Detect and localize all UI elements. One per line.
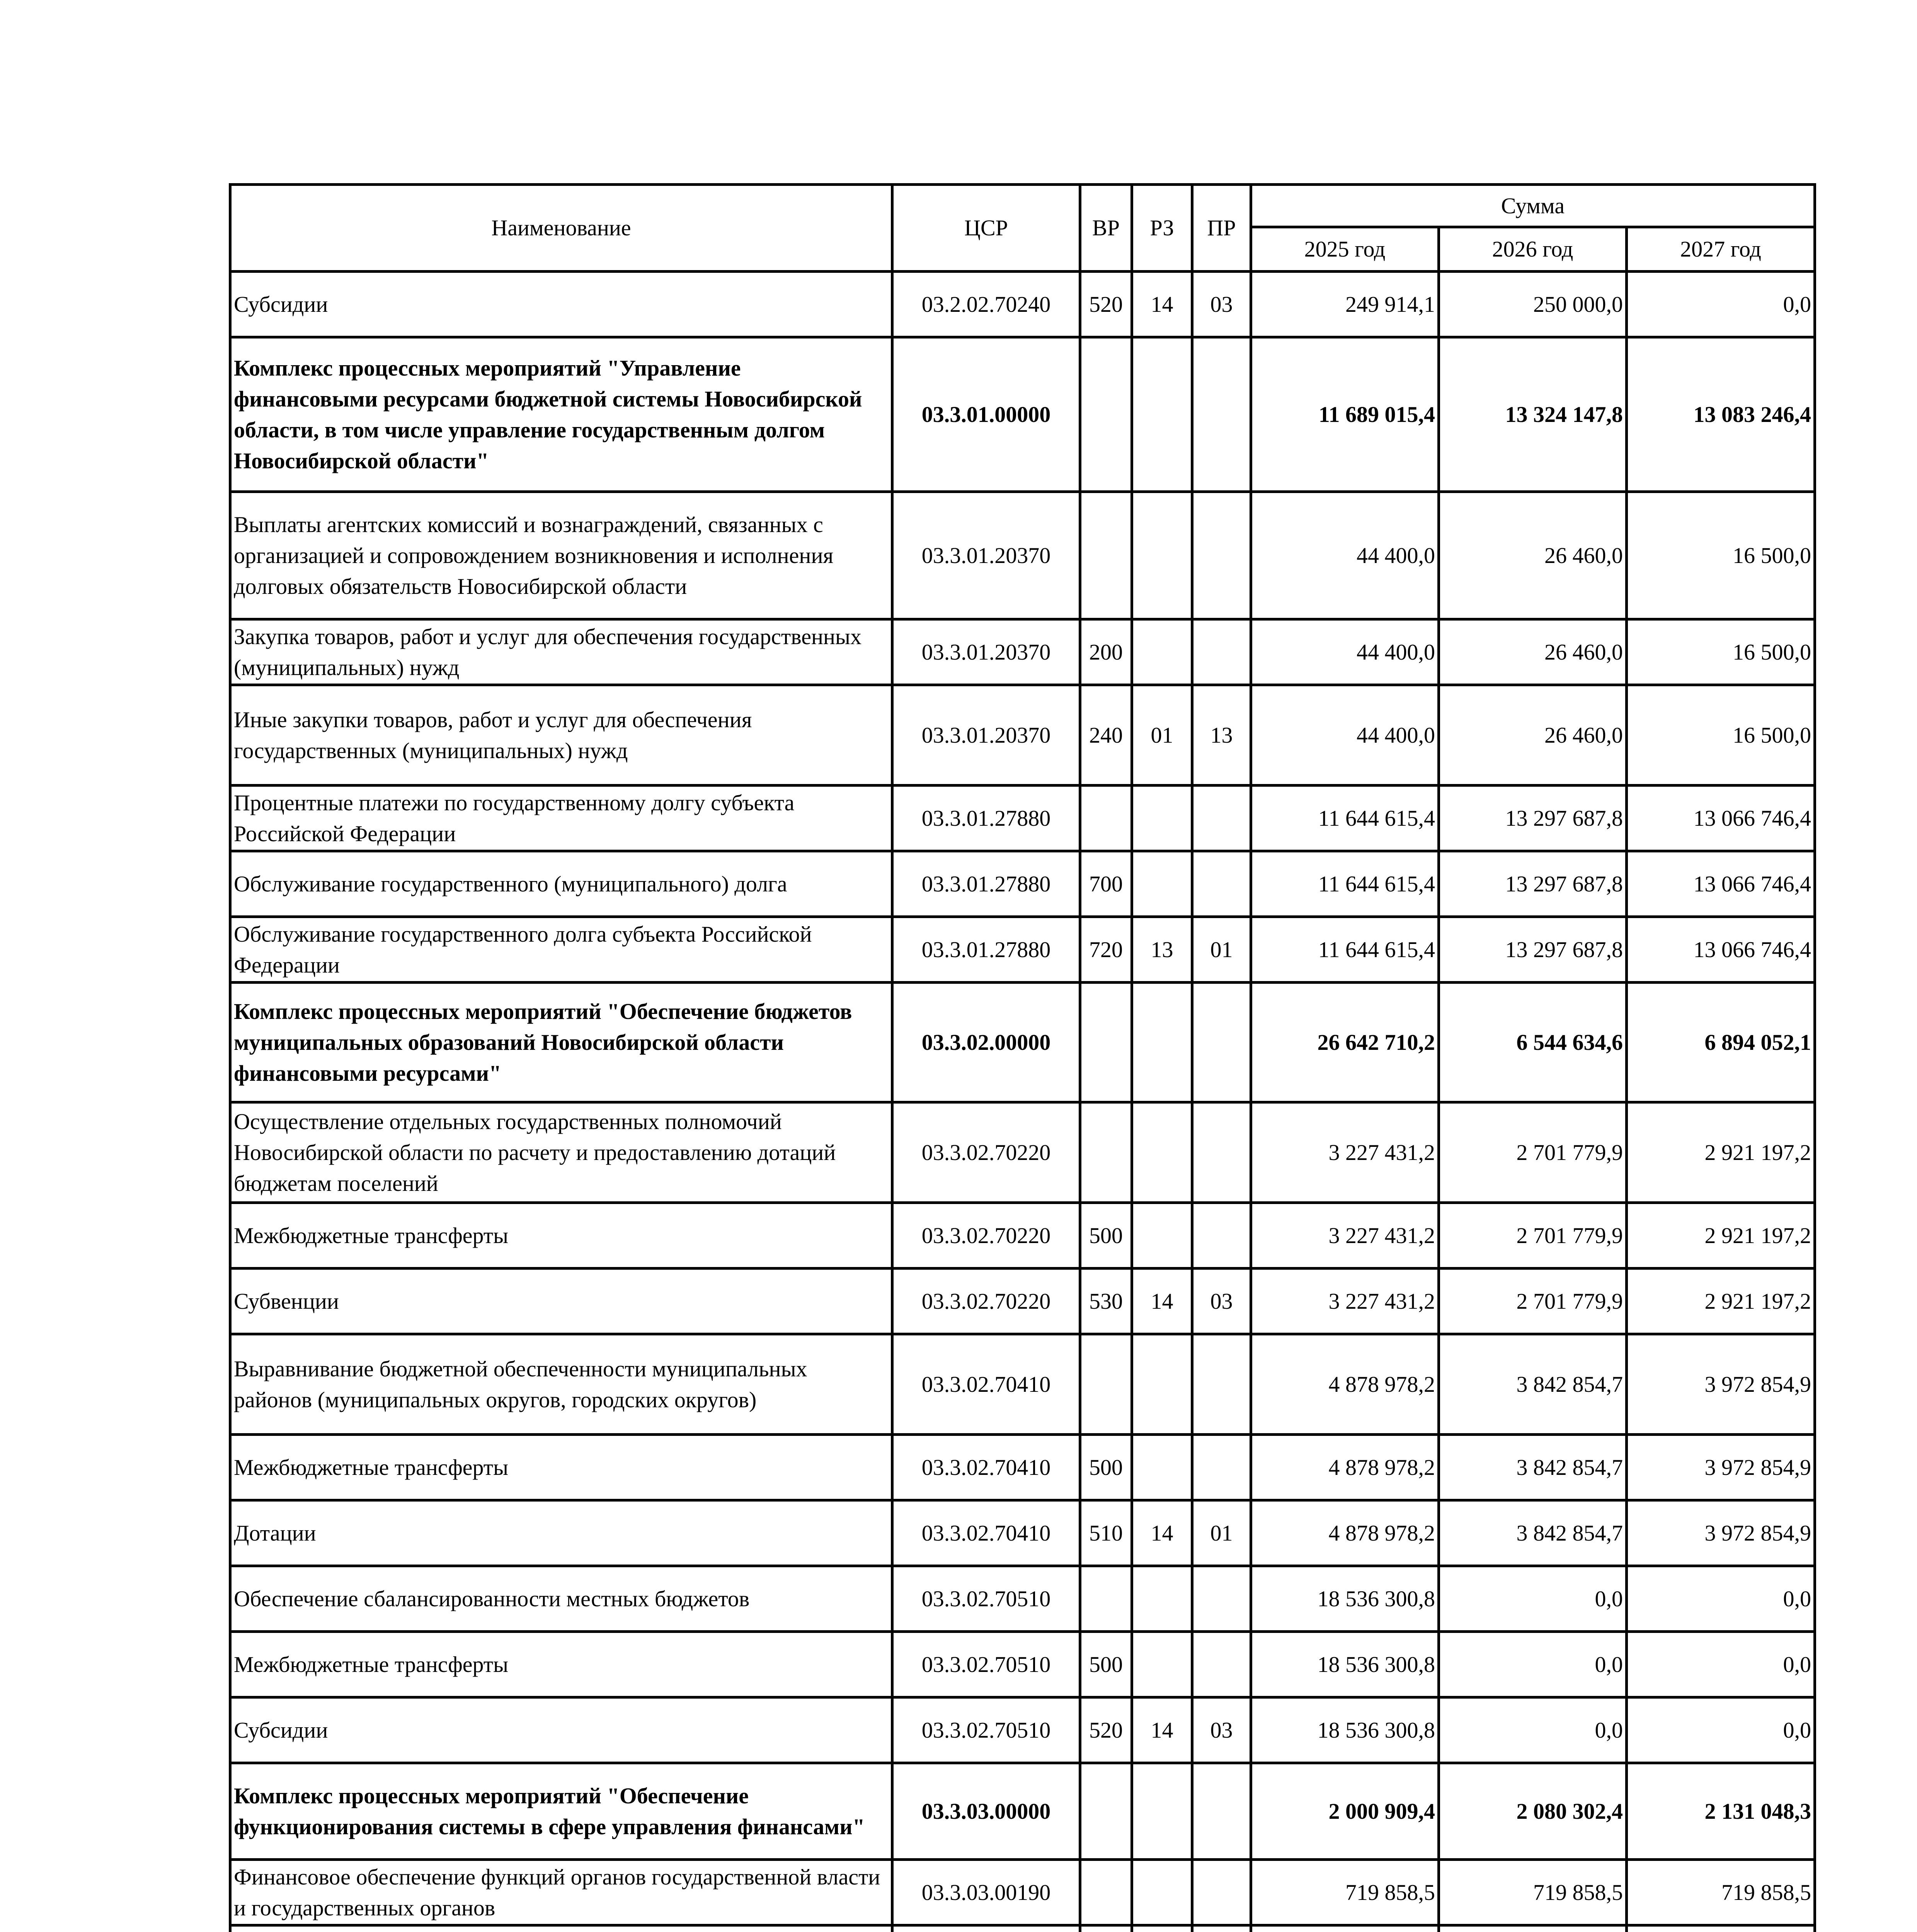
table-row [230,272,1815,337]
row-sum-2027: 6 894 052,1 [1627,983,1815,1102]
row-sum-2027: 0,0 [1627,1632,1815,1697]
row-csr: 03.2.02.70240 [892,272,1080,337]
row-csr: 03.3.02.70410 [892,1334,1080,1435]
table-row [230,1500,1815,1566]
table-row [230,1269,1815,1334]
table-row [230,983,1815,1102]
row-sum-2025: 44 400,0 [1251,492,1439,619]
row-sum-2026: 2 080 302,4 [1439,1763,1627,1860]
budget-table [229,183,1816,1932]
row-sum-2026: 6 544 634,6 [1439,983,1627,1102]
table-row [230,1632,1815,1697]
row-sum-2026: 3 842 854,7 [1439,1334,1627,1435]
row-name: Комплекс процессных мероприятий "Обеспечение бюджетов муниципальных образований Новосибирской области финансовыми ресурсами" [230,983,892,1102]
row-name: Дотации [230,1500,892,1566]
row-csr: 03.3.02.70410 [892,1435,1080,1500]
row-pr [1192,492,1251,619]
row-pr: 03 [1192,272,1251,337]
row-sum-2026: 3 842 854,7 [1439,1500,1627,1566]
row-csr: 03.3.02.00000 [892,983,1080,1102]
row-name: Комплекс процессных мероприятий "Управление финансовыми ресурсами бюджетной системы Новосибирской области, в том числе управление государственным долгом Новосибирской области" [230,337,892,492]
header-year-2027: 2027 год [1627,227,1815,272]
row-vr [1080,1566,1132,1632]
row-rz [1132,1632,1192,1697]
row-sum-2027: 13 066 746,4 [1627,917,1815,983]
table-row [230,1763,1815,1860]
row-pr [1192,619,1251,685]
row-sum-2026: 0,0 [1439,1566,1627,1632]
row-pr [1192,1925,1251,1932]
row-rz [1132,337,1192,492]
row-sum-2026: 0,0 [1439,1632,1627,1697]
row-pr: 03 [1192,1269,1251,1334]
row-pr: 03 [1192,1697,1251,1763]
row-rz: 14 [1132,1269,1192,1334]
row-pr: 01 [1192,917,1251,983]
row-rz [1132,1203,1192,1269]
row-name: Процентные платежи по государственному долгу субъекта Российской Федерации [230,786,892,851]
row-name: Межбюджетные трансферты [230,1203,892,1269]
row-sum-2025: 4 878 978,2 [1251,1500,1439,1566]
row-pr [1192,1334,1251,1435]
row-sum-2027: 3 972 854,9 [1627,1435,1815,1500]
row-vr: 720 [1080,917,1132,983]
row-pr [1192,1632,1251,1697]
row-vr [1080,1102,1132,1203]
row-sum-2025: 249 914,1 [1251,272,1439,337]
row-csr: 03.3.01.20370 [892,685,1080,786]
row-vr: 520 [1080,272,1132,337]
row-sum-2027: 16 500,0 [1627,685,1815,786]
row-csr: 03.3.01.27880 [892,851,1080,917]
row-sum-2027: 0,0 [1627,272,1815,337]
row-sum-2025: 3 227 431,2 [1251,1102,1439,1203]
row-sum-2025: 44 400,0 [1251,619,1439,685]
row-name: Обслуживание государственного долга субъекта Российской Федерации [230,917,892,983]
row-rz [1132,1860,1192,1925]
table-row [230,1566,1815,1632]
row-sum-2026: 13 297 687,8 [1439,851,1627,917]
row-name: Выравнивание бюджетной обеспеченности муниципальных районов (муниципальных округов, городских округов) [230,1334,892,1435]
row-pr [1192,337,1251,492]
row-pr [1192,983,1251,1102]
row-sum-2025: 18 536 300,8 [1251,1566,1439,1632]
row-sum-2027: 13 066 746,4 [1627,786,1815,851]
row-vr [1080,337,1132,492]
row-vr [1080,1763,1132,1860]
row-sum-2026: 719 858,5 [1439,1860,1627,1925]
row-vr: 200 [1080,619,1132,685]
row-csr: 03.3.02.70510 [892,1632,1080,1697]
row-pr: 01 [1192,1500,1251,1566]
row-vr: 510 [1080,1500,1132,1566]
row-name: Обслуживание государственного (муниципального) долга [230,851,892,917]
row-rz [1132,1925,1192,1932]
row-sum-2026: 2 701 779,9 [1439,1102,1627,1203]
row-csr [892,1925,1080,1932]
row-csr: 03.3.02.70220 [892,1102,1080,1203]
table-row [230,1203,1815,1269]
row-csr: 03.3.02.70510 [892,1566,1080,1632]
row-sum-2027: 2 921 197,2 [1627,1102,1815,1203]
table-row [230,1860,1815,1925]
row-sum-2025: 3 227 431,2 [1251,1269,1439,1334]
row-rz [1132,1435,1192,1500]
table-row [230,1334,1815,1435]
table-body [230,272,1815,1932]
row-sum-2027: 13 066 746,4 [1627,851,1815,917]
row-rz: 01 [1132,685,1192,786]
row-rz [1132,786,1192,851]
row-csr: 03.3.01.00000 [892,337,1080,492]
table-row [230,337,1815,492]
row-sum-2025: 44 400,0 [1251,685,1439,786]
row-rz [1132,1334,1192,1435]
row-sum-2025: 719 858,5 [1251,1860,1439,1925]
row-sum-2027: 2 921 197,2 [1627,1269,1815,1334]
row-sum-2027: 16 500,0 [1627,492,1815,619]
row-rz [1132,1763,1192,1860]
row-sum-2026: 2 701 779,9 [1439,1269,1627,1334]
table-row [230,1925,1815,1932]
row-csr: 03.3.02.70510 [892,1697,1080,1763]
row-csr: 03.3.02.70220 [892,1203,1080,1269]
row-sum-2026: 250 000,0 [1439,272,1627,337]
row-pr: 13 [1192,685,1251,786]
row-vr [1080,786,1132,851]
row-vr [1080,1860,1132,1925]
row-sum-2027: 3 972 854,9 [1627,1500,1815,1566]
table-row [230,492,1815,619]
row-name: Иные закупки товаров, работ и услуг для обеспечения государственных (муниципальных) нужд [230,685,892,786]
row-rz [1132,619,1192,685]
row-vr [1080,983,1132,1102]
row-vr: 700 [1080,851,1132,917]
row-pr [1192,1435,1251,1500]
row-name [230,1925,892,1932]
row-rz: 14 [1132,272,1192,337]
row-sum-2025: 11 644 615,4 [1251,917,1439,983]
row-vr: 240 [1080,685,1132,786]
row-name: Субсидии [230,1697,892,1763]
row-sum-2025: 11 644 615,4 [1251,786,1439,851]
row-sum-2025: 4 878 978,2 [1251,1334,1439,1435]
row-vr: 530 [1080,1269,1132,1334]
row-vr [1080,492,1132,619]
row-name: Закупка товаров, работ и услуг для обеспечения государственных (муниципальных) нужд [230,619,892,685]
row-pr [1192,851,1251,917]
row-sum-2025: 18 536 300,8 [1251,1632,1439,1697]
row-rz: 14 [1132,1697,1192,1763]
row-rz [1132,1566,1192,1632]
row-sum-2027: 0,0 [1627,1697,1815,1763]
row-sum-2027: 16 500,0 [1627,619,1815,685]
header-year-2025: 2025 год [1251,227,1439,272]
row-name: Выплаты агентских комиссий и вознаграждений, связанных с организацией и сопровождением возникновения и исполнения долговых обязательств Новосибирской области [230,492,892,619]
row-name: Субвенции [230,1269,892,1334]
row-sum-2026: 13 297 687,8 [1439,917,1627,983]
row-sum-2027: 13 083 246,4 [1627,337,1815,492]
table-row [230,851,1815,917]
row-csr: 03.3.02.70220 [892,1269,1080,1334]
row-name: Межбюджетные трансферты [230,1435,892,1500]
row-vr: 520 [1080,1697,1132,1763]
row-csr: 03.3.01.27880 [892,786,1080,851]
row-vr [1080,1925,1132,1932]
row-rz [1132,983,1192,1102]
row-vr: 500 [1080,1435,1132,1500]
header-vr: ВР [1080,185,1132,272]
table-row [230,1435,1815,1500]
row-name: Субсидии [230,272,892,337]
row-sum-2025: 26 642 710,2 [1251,983,1439,1102]
header-pr: ПР [1192,185,1251,272]
row-sum-2027: 0,0 [1627,1566,1815,1632]
row-sum-2027: 3 972 854,9 [1627,1334,1815,1435]
row-sum-2027: 719 858,5 [1627,1860,1815,1925]
row-pr [1192,1763,1251,1860]
row-csr: 03.3.03.00000 [892,1763,1080,1860]
row-pr [1192,786,1251,851]
header-sum: Сумма [1251,185,1815,227]
row-sum-2027 [1627,1925,1815,1932]
row-sum-2026: 0,0 [1439,1697,1627,1763]
row-sum-2025: 11 644 615,4 [1251,851,1439,917]
header-rz: РЗ [1132,185,1192,272]
row-rz [1132,851,1192,917]
budget-table-wrapper [229,183,1813,1932]
table-header [230,185,1815,272]
row-rz [1132,492,1192,619]
row-name: Межбюджетные трансферты [230,1632,892,1697]
table-row [230,1697,1815,1763]
row-pr [1192,1203,1251,1269]
table-row [230,786,1815,851]
row-sum-2026: 13 324 147,8 [1439,337,1627,492]
row-sum-2026: 2 701 779,9 [1439,1203,1627,1269]
row-sum-2026: 3 842 854,7 [1439,1435,1627,1500]
row-sum-2027: 2 131 048,3 [1627,1763,1815,1860]
row-vr: 500 [1080,1632,1132,1697]
row-csr: 03.3.03.00190 [892,1860,1080,1925]
row-sum-2026: 26 460,0 [1439,619,1627,685]
row-csr: 03.3.02.70410 [892,1500,1080,1566]
row-name: Комплекс процессных мероприятий "Обеспечение функционирования системы в сфере управления финансами" [230,1763,892,1860]
row-sum-2026: 26 460,0 [1439,492,1627,619]
row-csr: 03.3.01.27880 [892,917,1080,983]
table-row [230,1102,1815,1203]
row-rz [1132,1102,1192,1203]
row-name: Финансовое обеспечение функций органов государственной власти и государственных органов [230,1860,892,1925]
row-sum-2025: 11 689 015,4 [1251,337,1439,492]
header-year-2026: 2026 год [1439,227,1627,272]
row-sum-2026: 26 460,0 [1439,685,1627,786]
row-rz: 13 [1132,917,1192,983]
row-csr: 03.3.01.20370 [892,619,1080,685]
table-row [230,619,1815,685]
row-pr [1192,1102,1251,1203]
row-csr: 03.3.01.20370 [892,492,1080,619]
header-csr: ЦСР [892,185,1080,272]
row-pr [1192,1860,1251,1925]
row-sum-2025: 2 000 909,4 [1251,1763,1439,1860]
table-row [230,917,1815,983]
header-name: Наименование [230,185,892,272]
row-vr [1080,1334,1132,1435]
row-sum-2027: 2 921 197,2 [1627,1203,1815,1269]
row-vr: 500 [1080,1203,1132,1269]
row-name: Осуществление отдельных государственных полномочий Новосибирской области по расчету и предоставлению дотаций бюджетам поселений [230,1102,892,1203]
row-rz: 14 [1132,1500,1192,1566]
row-sum-2026: 13 297 687,8 [1439,786,1627,851]
row-sum-2025: 3 227 431,2 [1251,1203,1439,1269]
row-sum-2025 [1251,1925,1439,1932]
row-sum-2025: 18 536 300,8 [1251,1697,1439,1763]
table-row [230,685,1815,786]
row-pr [1192,1566,1251,1632]
row-sum-2026 [1439,1925,1627,1932]
row-sum-2025: 4 878 978,2 [1251,1435,1439,1500]
row-name: Обеспечение сбалансированности местных бюджетов [230,1566,892,1632]
